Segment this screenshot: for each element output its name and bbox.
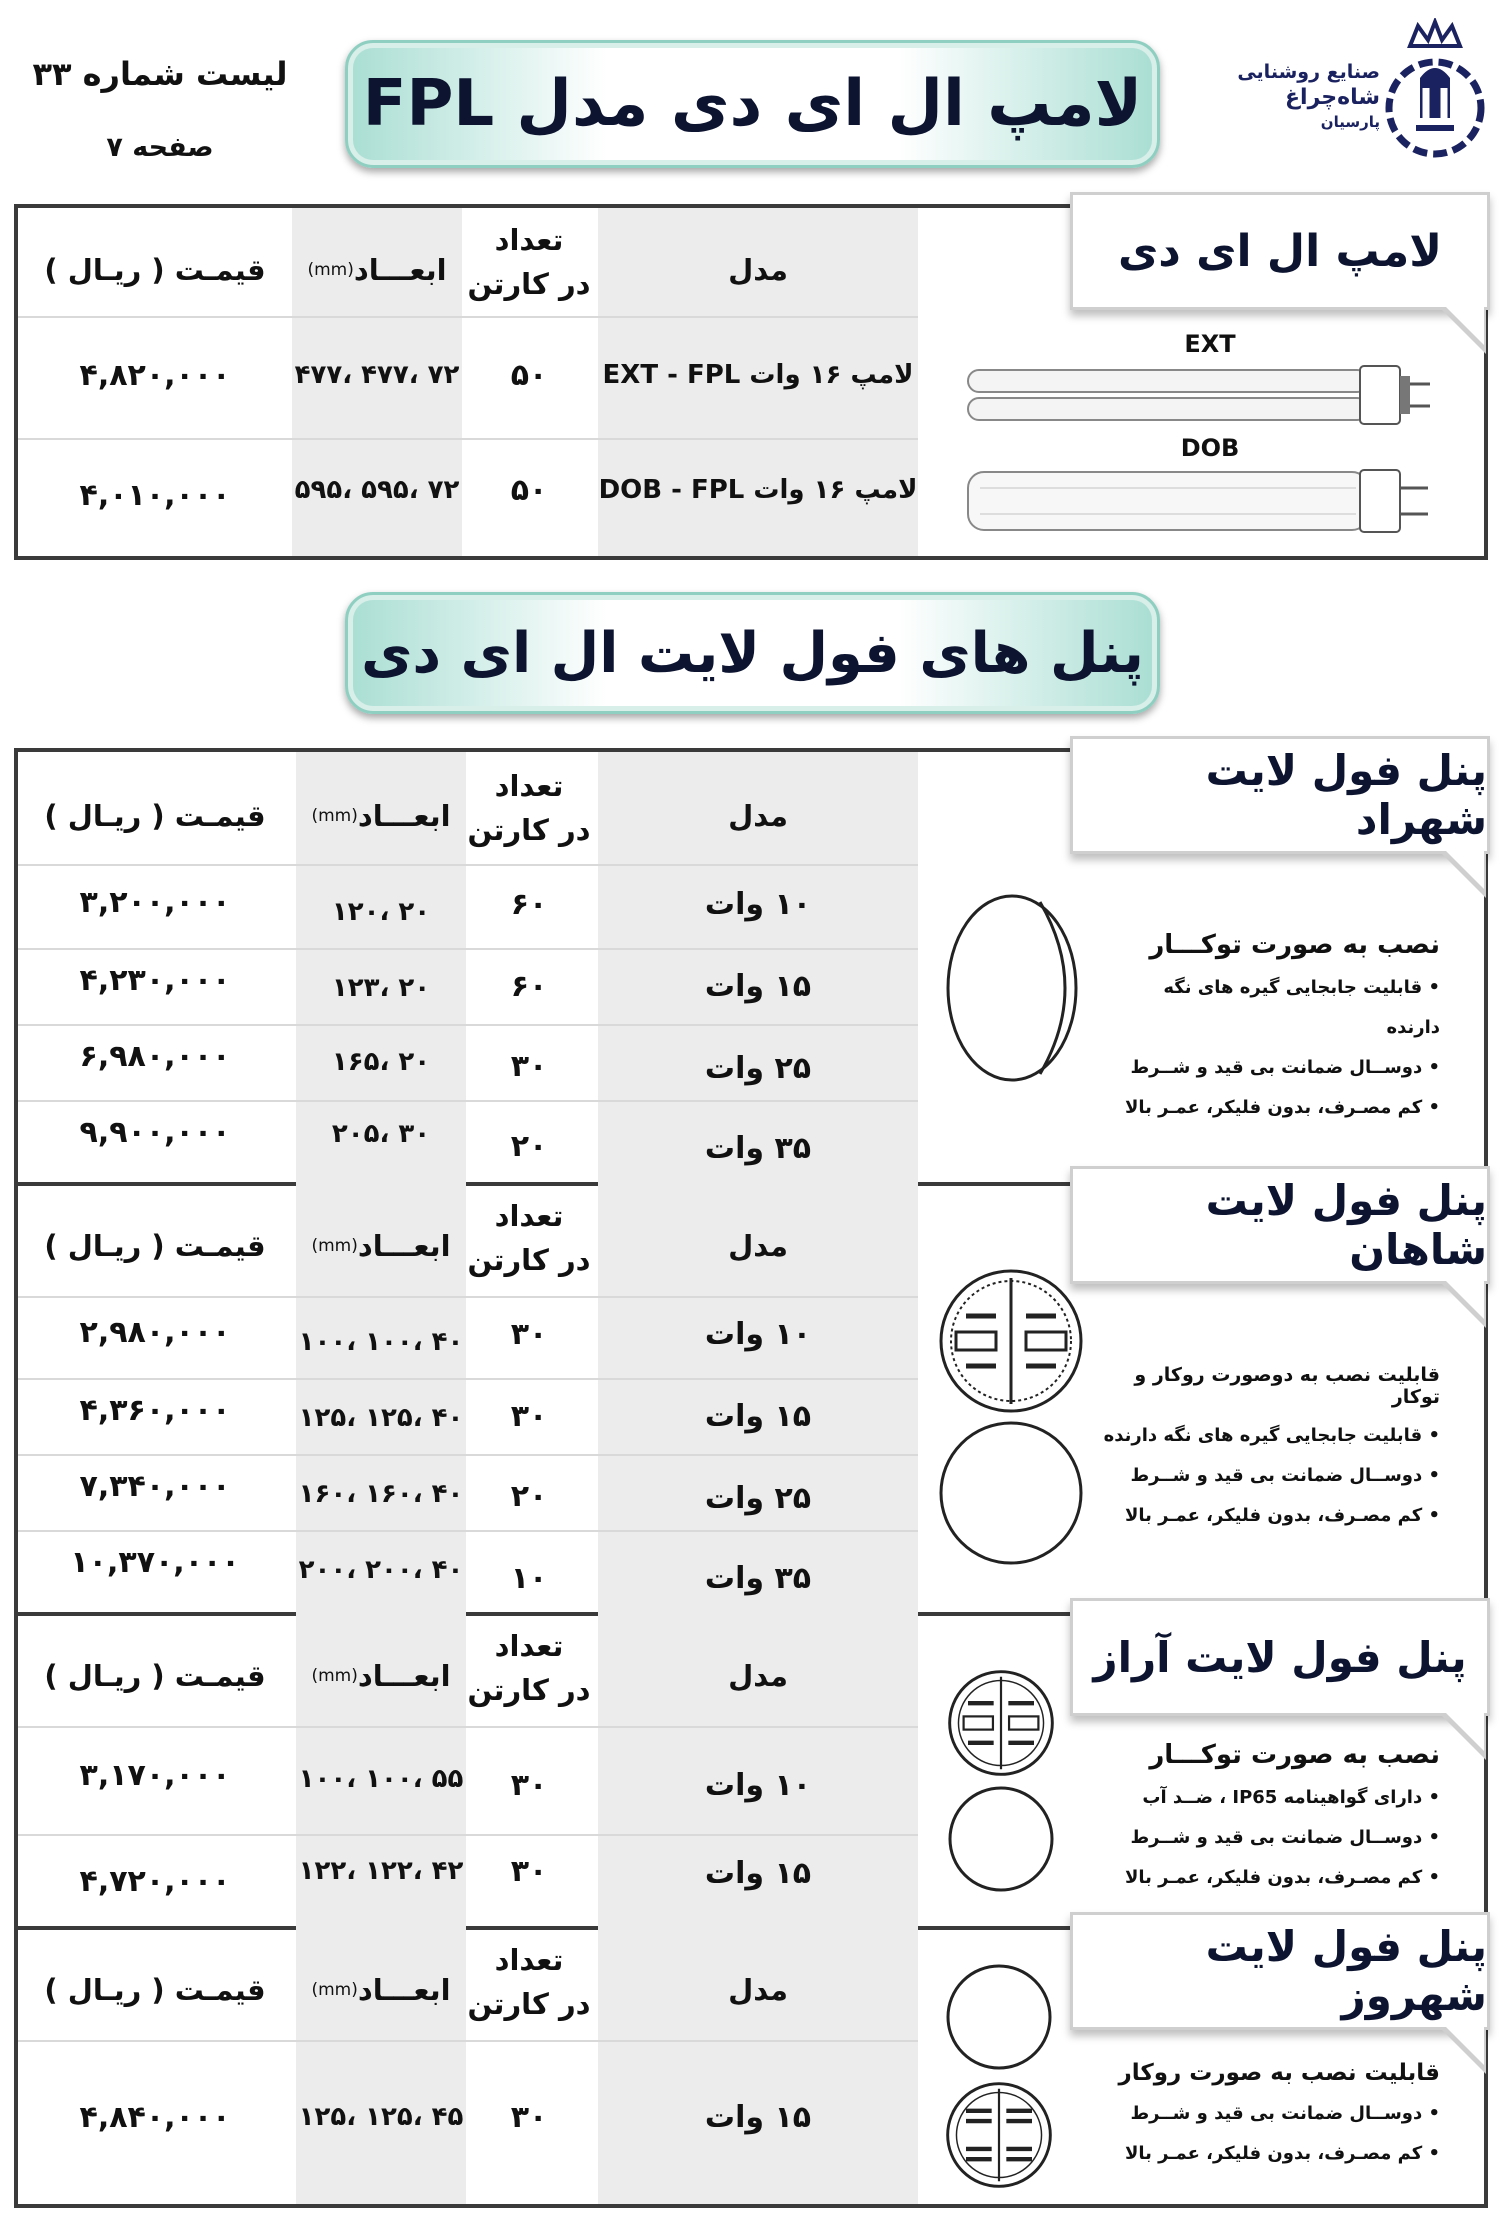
page-title: لامپ ال ای دی مدل FPL [345, 40, 1160, 168]
header-dims [296, 1206, 466, 1286]
model-cell: لامپ ۱۶ وات DOB - FPL [598, 475, 918, 505]
header-dims-unit: (mm) [311, 1666, 358, 1686]
feature-title: نصب به صورت توکـــار [1149, 1740, 1440, 1770]
header-count: تعداد در کارتن [467, 769, 591, 847]
header-dims-label: ابعـــاد [357, 1229, 451, 1263]
count-cell: ۵۰ [510, 357, 548, 393]
price-cell: ۲,۹۸۰,۰۰۰ [79, 1314, 231, 1350]
header-dims-unit: (mm) [307, 260, 354, 280]
feature-item: • دوســال ضمانت بی قید و شــرط [1100, 2094, 1440, 2134]
model-cell: ۲۵ وات [704, 1480, 812, 1516]
header-price: قیمـت ( ریـال ) [44, 799, 266, 833]
header-count: تعداد در کارتن [467, 223, 591, 301]
feature-item: • دارای گواهینامه IP65 ، ضــد آب [1100, 1778, 1440, 1818]
price-cell: ۳,۲۰۰,۰۰۰ [79, 884, 231, 920]
count-cell: ۳۰ [510, 1048, 548, 1084]
shahrooz-features [1100, 2060, 1440, 2174]
header-price: قیمـت ( ریـال ) [44, 1229, 266, 1263]
dims-cell: ۲۰ ،۱۶۵ [331, 1047, 431, 1077]
header-price: قیمـت ( ریـال ) [44, 253, 266, 287]
shahrooz-panel-back-image [944, 2080, 1054, 2190]
header-model: مدل [728, 253, 788, 287]
ext-label: EXT [1184, 330, 1236, 358]
shahrooz-panel-front-image [944, 1962, 1054, 2072]
header-dims-label: ابعـــاد [357, 1973, 451, 2007]
model-cell: ۱۰ وات [704, 1316, 812, 1352]
feature-item: • کم مصـرف، بدون فلیکر، عمـر بالا [1100, 1858, 1440, 1898]
dob-label: DOB [1180, 434, 1240, 462]
price-cell: ۴,۸۲۰,۰۰۰ [79, 357, 231, 393]
feature-item: • کم مصـرف، بدون فلیکر، عمـر بالا [1110, 1088, 1440, 1128]
feature-title: نصب به صورت توکـــار [1149, 930, 1440, 960]
shahrad-features [1110, 930, 1440, 1128]
dims-cell: ۷۲ ،۴۷۷ ،۴۷۷ [294, 360, 460, 390]
price-cell: ۷,۳۴۰,۰۰۰ [79, 1468, 231, 1504]
header-dims [296, 1636, 466, 1716]
header-model: مدل [728, 1973, 788, 2007]
section-tag-araz: پنل فول لایت آراز [1070, 1598, 1490, 1716]
header-dims [292, 230, 462, 310]
dob-lamp-image [960, 464, 1440, 540]
dims-cell: ۴۲ ،۱۲۲ ،۱۲۲ [298, 1856, 464, 1886]
price-cell: ۴,۷۲۰,۰۰۰ [79, 1863, 231, 1899]
feature-item: • قابلیت جابجایی گیره های نگه دارنده [1110, 968, 1440, 1048]
section-tag-shahan: پنل فول لایت شاهان [1070, 1166, 1490, 1284]
header-dims-unit: (mm) [311, 1980, 358, 2000]
model-cell: ۱۵ وات [704, 1855, 812, 1891]
shahrad-panel-image [940, 888, 1100, 1088]
header-dims-label: ابعـــاد [353, 253, 447, 287]
shahan-panel-back-image [936, 1266, 1086, 1416]
araz-features [1100, 1740, 1440, 1898]
model-cell: ۲۵ وات [704, 1050, 812, 1086]
header-dims [296, 776, 466, 856]
model-cell: لامپ ۱۶ وات EXT - FPL [602, 360, 914, 390]
header-count: تعداد در کارتن [467, 1629, 591, 1707]
price-cell: ۳,۱۷۰,۰۰۰ [79, 1757, 231, 1793]
header-count: تعداد در کارتن [467, 1199, 591, 1277]
header-count: تعداد در کارتن [467, 1943, 591, 2021]
crown-bulb-icon [1380, 18, 1490, 178]
model-cell: ۱۵ وات [704, 968, 812, 1004]
feature-item: • دوســال ضمانت بی قید و شــرط [1100, 1818, 1440, 1858]
dims-cell: ۲۰ ،۱۲۳ [331, 973, 431, 1003]
header-dims-unit: (mm) [311, 806, 358, 826]
price-cell: ۹,۹۰۰,۰۰۰ [79, 1114, 231, 1150]
header-price: قیمـت ( ریـال ) [44, 1973, 266, 2007]
model-cell: ۱۰ وات [704, 1767, 812, 1803]
count-cell: ۳۰ [510, 2099, 548, 2135]
price-cell: ۴,۳۶۰,۰۰۰ [79, 1392, 231, 1428]
header-dims-unit: (mm) [311, 1236, 358, 1256]
dims-cell: ۴۵ ،۱۲۵ ،۱۲۵ [298, 2102, 464, 2132]
model-cell: ۱۵ وات [704, 2099, 812, 2135]
price-cell: ۴,۲۳۰,۰۰۰ [79, 962, 231, 998]
header-model: مدل [728, 1229, 788, 1263]
count-cell: ۵۰ [510, 472, 548, 508]
model-cell: ۳۵ وات [704, 1560, 812, 1596]
brand-line-3: پارسیان [1320, 113, 1380, 131]
dims-cell: ۵۵ ،۱۰۰ ،۱۰۰ [298, 1764, 464, 1794]
dims-cell: ۴۰ ،۱۶۰ ،۱۶۰ [298, 1479, 464, 1509]
feature-title: قابلیت نصب به صورت روکار [1118, 2060, 1440, 2086]
price-cell: ۴,۰۱۰,۰۰۰ [79, 477, 231, 513]
panels-title: پنل های فول لایت ال ای دی [345, 592, 1160, 714]
count-cell: ۶۰ [510, 968, 548, 1004]
araz-panel-front-image [946, 1784, 1056, 1894]
brand-line-2: شاه‌چراغ [1285, 85, 1380, 110]
header-model: مدل [728, 799, 788, 833]
feature-item: • کم مصـرف، بدون فلیکر، عمـر بالا [1100, 2134, 1440, 2174]
dims-cell: ۷۲ ،۵۹۵ ،۵۹۵ [294, 475, 460, 505]
feature-item: • قابلیت جابجایی گیره های نگه دارنده [1100, 1416, 1440, 1456]
dims-cell: ۴۰ ،۱۲۵ ،۱۲۵ [298, 1403, 464, 1433]
feature-item: • کم مصـرف، بدون فلیکر، عمـر بالا [1100, 1496, 1440, 1536]
page-number: صفحه ۷ [106, 132, 214, 163]
count-cell: ۶۰ [510, 886, 548, 922]
model-cell: ۱۵ وات [704, 1398, 812, 1434]
header-price: قیمـت ( ریـال ) [44, 1659, 266, 1693]
section-tag-shahrad: پنل فول لایت شهراد [1070, 736, 1490, 854]
count-cell: ۲۰ [510, 1128, 548, 1164]
count-cell: ۳۰ [510, 1316, 548, 1352]
feature-item: • دوســال ضمانت بی قید و شــرط [1100, 1456, 1440, 1496]
count-cell: ۳۰ [510, 1853, 548, 1889]
feature-title: قابلیت نصب به دوصورت روکار و توکار [1134, 1364, 1440, 1408]
dims-cell: ۲۰ ،۱۲۰ [331, 897, 431, 927]
model-cell: ۱۰ وات [704, 886, 812, 922]
count-cell: ۱۰ [510, 1560, 548, 1596]
dims-cell: ۳۰ ،۲۰۵ [331, 1119, 431, 1149]
section-tag-shahrooz: پنل فول لایت شهروز [1070, 1912, 1490, 2030]
price-cell: ۱۰,۳۷۰,۰۰۰ [70, 1544, 240, 1580]
araz-panel-back-image [946, 1668, 1056, 1778]
price-cell: ۶,۹۸۰,۰۰۰ [79, 1038, 231, 1074]
header-dims-label: ابعـــاد [357, 799, 451, 833]
brand-logo [1230, 18, 1490, 178]
header-dims-label: ابعـــاد [357, 1659, 451, 1693]
count-cell: ۳۰ [510, 1398, 548, 1434]
count-cell: ۲۰ [510, 1478, 548, 1514]
dims-cell: ۴۰ ،۱۰۰ ،۱۰۰ [298, 1327, 464, 1357]
header-dims [296, 1950, 466, 2030]
feature-item: • دوســال ضمانت بی قید و شــرط [1110, 1048, 1440, 1088]
model-cell: ۳۵ وات [704, 1130, 812, 1166]
list-number: لیست شماره ۳۳ [32, 55, 288, 93]
count-cell: ۳۰ [510, 1767, 548, 1803]
dims-cell: ۴۰ ،۲۰۰ ،۲۰۰ [298, 1555, 464, 1585]
section-tag-fpl: لامپ ال ای دی [1070, 192, 1490, 310]
ext-lamp-image [960, 362, 1440, 432]
shahan-features [1100, 1364, 1440, 1536]
price-cell: ۴,۸۴۰,۰۰۰ [79, 2099, 231, 2135]
shahan-panel-front-image [936, 1418, 1086, 1568]
brand-line-1: صنایع روشنایی [1237, 61, 1380, 83]
header-model: مدل [728, 1659, 788, 1693]
